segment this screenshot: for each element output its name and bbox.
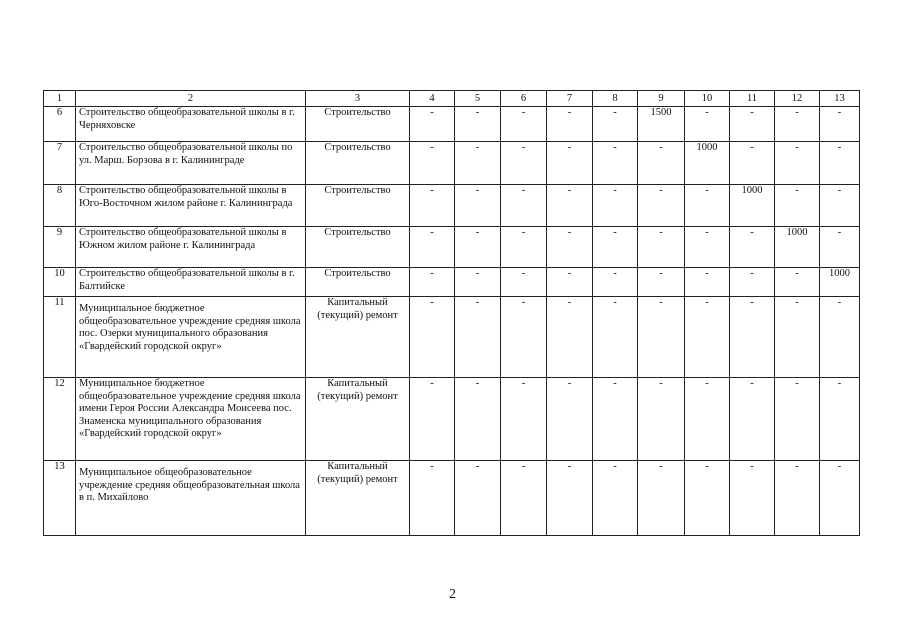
value-cell: - — [547, 107, 593, 142]
column-header: 6 — [501, 91, 547, 107]
value-cell: - — [775, 142, 820, 185]
value-cell: - — [820, 142, 860, 185]
value-cell: - — [820, 107, 860, 142]
value-cell: - — [410, 268, 455, 297]
work-type: Строительство — [306, 227, 410, 268]
value-cell: - — [775, 297, 820, 378]
value-cell: - — [820, 185, 860, 227]
object-name: Строительство общеобразовательной школы по ул. Марш. Борзова в г. Калининграде — [76, 142, 306, 185]
value-cell: - — [593, 107, 638, 142]
value-cell: - — [410, 142, 455, 185]
value-cell: - — [410, 378, 455, 461]
value-cell: - — [547, 378, 593, 461]
column-header: 10 — [685, 91, 730, 107]
value-cell: - — [501, 107, 547, 142]
value-cell: - — [410, 297, 455, 378]
table-row — [44, 142, 860, 185]
value-cell: - — [685, 107, 730, 142]
value-cell: - — [775, 461, 820, 536]
column-header: 5 — [455, 91, 501, 107]
row-number: 10 — [44, 268, 76, 297]
value-cell: - — [547, 297, 593, 378]
value-cell: - — [455, 107, 501, 142]
value-cell: - — [455, 297, 501, 378]
work-type: Строительство — [306, 185, 410, 227]
row-number: 7 — [44, 142, 76, 185]
page-number: 2 — [449, 587, 456, 602]
value-cell: - — [547, 227, 593, 268]
value-cell: - — [593, 268, 638, 297]
work-type: Капитальный (текущий) ремонт — [306, 378, 410, 461]
object-name: Строительство общеобразовательной школы в г. Черняховске — [76, 107, 306, 142]
value-cell: - — [593, 461, 638, 536]
value-cell: 1000 — [730, 185, 775, 227]
work-type: Строительство — [306, 107, 410, 142]
value-cell: - — [685, 185, 730, 227]
value-cell: 1500 — [638, 107, 685, 142]
object-name: Строительство общеобразовательной школы в г. Балтийске — [76, 268, 306, 297]
row-number: 13 — [44, 461, 76, 536]
column-header: 13 — [820, 91, 860, 107]
column-header: 2 — [76, 91, 306, 107]
value-cell: - — [730, 227, 775, 268]
value-cell: - — [410, 185, 455, 227]
value-cell: - — [410, 227, 455, 268]
table-row — [44, 378, 860, 461]
object-name: Муниципальное бюджетное общеобразовательное учреждение средняя школа пос. Озерки муниципального образования «Гвардейский городской округ» — [76, 297, 306, 378]
value-cell: - — [685, 378, 730, 461]
value-cell: - — [501, 268, 547, 297]
object-name: Муниципальное бюджетное общеобразовательное учреждение средняя школа имени Героя России Александра Моисеева пос. Знаменска муниципального образования «Гвардейский городской округ» — [76, 378, 306, 461]
value-cell: - — [455, 461, 501, 536]
object-name: Строительство общеобразовательной школы в Юго-Восточном жилом районе г. Калининграда — [76, 185, 306, 227]
value-cell: - — [410, 461, 455, 536]
column-header: 7 — [547, 91, 593, 107]
column-header: 3 — [306, 91, 410, 107]
value-cell: - — [638, 461, 685, 536]
value-cell: - — [593, 227, 638, 268]
table-row — [44, 185, 860, 227]
value-cell: - — [547, 461, 593, 536]
value-cell: - — [547, 268, 593, 297]
work-type: Строительство — [306, 268, 410, 297]
row-number: 11 — [44, 297, 76, 378]
row-number: 8 — [44, 185, 76, 227]
value-cell: - — [638, 297, 685, 378]
object-name: Строительство общеобразовательной школы в Южном жилом районе г. Калининграда — [76, 227, 306, 268]
value-cell: - — [820, 378, 860, 461]
value-cell: - — [730, 268, 775, 297]
row-number: 6 — [44, 107, 76, 142]
value-cell: - — [501, 378, 547, 461]
value-cell: - — [638, 185, 685, 227]
value-cell: - — [547, 185, 593, 227]
value-cell: - — [593, 142, 638, 185]
value-cell: - — [820, 227, 860, 268]
value-cell: - — [638, 378, 685, 461]
value-cell: - — [593, 297, 638, 378]
table-row — [44, 461, 860, 536]
column-header: 9 — [638, 91, 685, 107]
value-cell: - — [820, 297, 860, 378]
value-cell: - — [685, 227, 730, 268]
value-cell: - — [820, 461, 860, 536]
value-cell: - — [593, 185, 638, 227]
work-type: Капитальный (текущий) ремонт — [306, 461, 410, 536]
school-construction-table — [43, 90, 860, 536]
row-number: 12 — [44, 378, 76, 461]
value-cell: - — [501, 297, 547, 378]
value-cell: - — [638, 227, 685, 268]
value-cell: - — [685, 268, 730, 297]
table-row — [44, 107, 860, 142]
value-cell: - — [455, 227, 501, 268]
work-type: Строительство — [306, 142, 410, 185]
value-cell: - — [775, 378, 820, 461]
column-header: 11 — [730, 91, 775, 107]
value-cell: - — [685, 297, 730, 378]
value-cell: 1000 — [820, 268, 860, 297]
value-cell: - — [775, 268, 820, 297]
value-cell: - — [775, 185, 820, 227]
object-name: Муниципальное общеобразовательное учреждение средняя общеобразовательная школа в п. Михайлово — [76, 461, 306, 536]
value-cell: - — [455, 142, 501, 185]
row-number: 9 — [44, 227, 76, 268]
value-cell: - — [455, 268, 501, 297]
value-cell: - — [730, 142, 775, 185]
value-cell: 1000 — [775, 227, 820, 268]
value-cell: - — [730, 461, 775, 536]
value-cell: - — [775, 107, 820, 142]
table-row — [44, 227, 860, 268]
value-cell: - — [501, 185, 547, 227]
column-header: 4 — [410, 91, 455, 107]
header-row — [44, 91, 860, 107]
column-header: 12 — [775, 91, 820, 107]
value-cell: - — [730, 107, 775, 142]
value-cell: - — [410, 107, 455, 142]
column-header: 1 — [44, 91, 76, 107]
value-cell: - — [638, 142, 685, 185]
value-cell: - — [501, 227, 547, 268]
column-header: 8 — [593, 91, 638, 107]
value-cell: - — [547, 142, 593, 185]
value-cell: - — [638, 268, 685, 297]
value-cell: - — [455, 378, 501, 461]
value-cell: 1000 — [685, 142, 730, 185]
table-row — [44, 268, 860, 297]
value-cell: - — [501, 461, 547, 536]
value-cell: - — [593, 378, 638, 461]
work-type: Капитальный (текущий) ремонт — [306, 297, 410, 378]
value-cell: - — [685, 461, 730, 536]
value-cell: - — [730, 297, 775, 378]
value-cell: - — [455, 185, 501, 227]
value-cell: - — [730, 378, 775, 461]
table-row — [44, 297, 860, 378]
value-cell: - — [501, 142, 547, 185]
